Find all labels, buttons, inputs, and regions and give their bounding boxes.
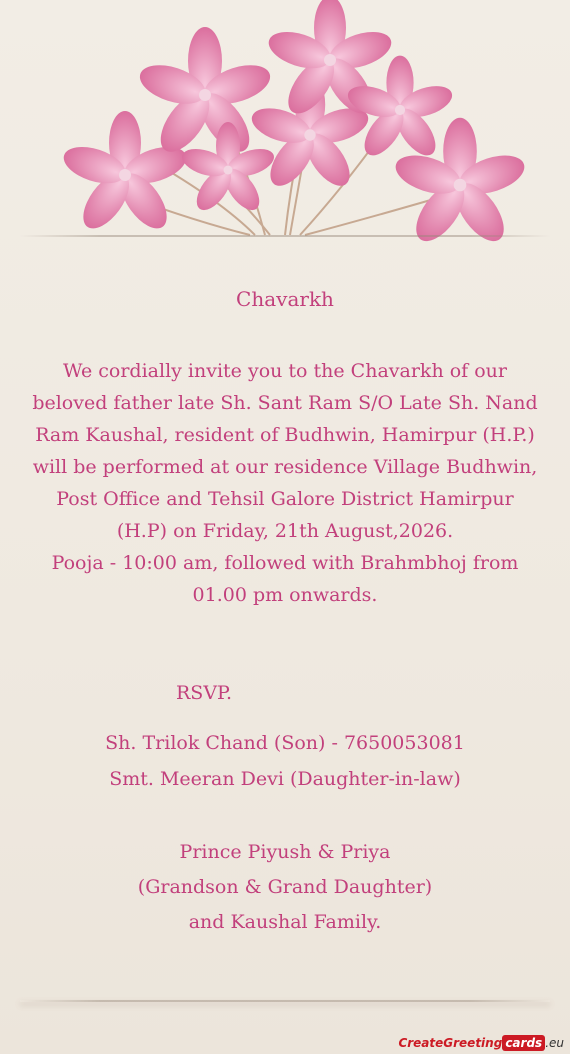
rsvp-contacts <box>0 725 570 797</box>
body-line: Post Office and Tehsil Galore District Hamirpur <box>56 488 514 510</box>
family-signature <box>0 835 570 940</box>
event-title: Chavarkh <box>236 287 334 311</box>
logo-tld: .eu <box>545 1036 564 1050</box>
site-logo[interactable] <box>398 1036 564 1050</box>
body-line: We cordially invite you to the Chavarkh of our <box>63 360 507 382</box>
flower-illustration <box>0 0 570 270</box>
rsvp-label: RSVP. <box>176 682 233 704</box>
bottom-divider <box>20 1000 550 1002</box>
contact-line: Smt. Meeran Devi (Daughter-in-law) <box>109 768 461 790</box>
top-divider <box>20 235 550 237</box>
family-line: Prince Piyush & Priya <box>179 841 391 863</box>
body-line: beloved father late Sh. Sant Ram S/O Late Sh. Nand <box>32 392 538 414</box>
family-line: and Kaushal Family. <box>188 911 382 933</box>
body-line: Ram Kaushal, resident of Budhwin, Hamirpur (H.P.) <box>35 424 535 446</box>
family-line: (Grandson & Grand Daughter) <box>137 876 433 898</box>
logo-brand: CreateGreeting <box>398 1036 503 1050</box>
body-line: (H.P) on Friday, 21th August,2026. <box>116 520 454 542</box>
flower-2 <box>135 27 275 160</box>
logo-cards: cards <box>502 1035 545 1051</box>
body-line: Pooja - 10:00 am, followed with Brahmbhoj from <box>51 552 519 574</box>
invitation-body <box>0 355 570 611</box>
flower-6 <box>344 56 456 162</box>
body-line: will be performed at our residence Village Budhwin, <box>32 456 538 478</box>
contact-line: Sh. Trilok Chand (Son) - 7650053081 <box>105 732 465 754</box>
body-line: 01.00 pm onwards. <box>192 584 378 606</box>
